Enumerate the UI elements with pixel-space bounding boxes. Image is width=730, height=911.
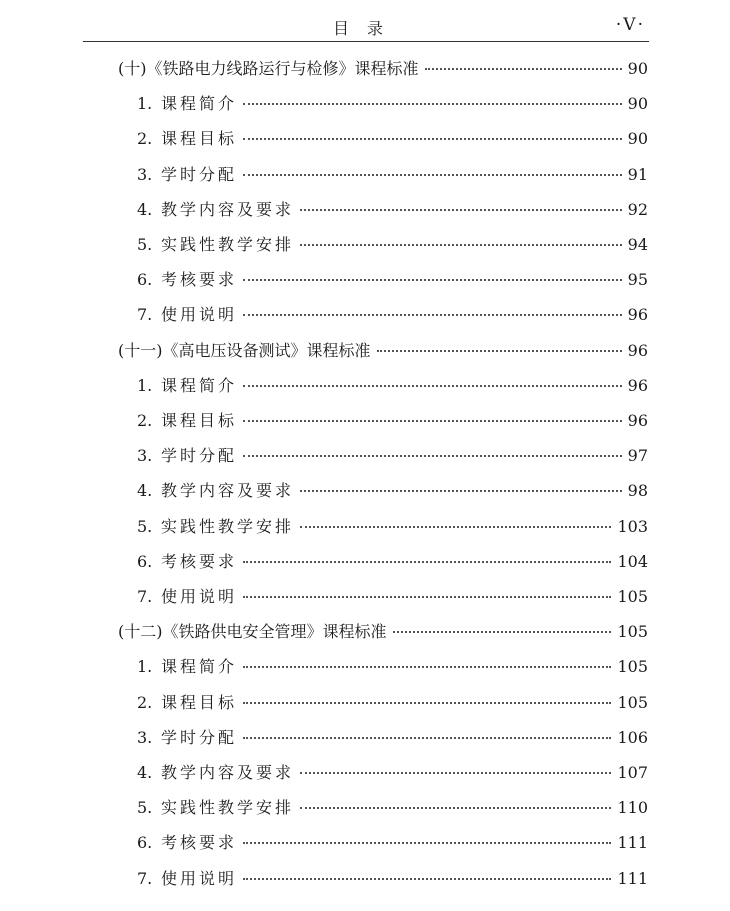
header-title: 目录 — [333, 19, 402, 38]
toc-item-entry[interactable] — [0, 478, 730, 508]
dot-leader — [377, 350, 622, 352]
toc-page-number: 95 — [627, 270, 648, 290]
toc-page-number: 98 — [627, 481, 648, 501]
toc-page-number: 105 — [617, 657, 648, 677]
toc-item-entry[interactable] — [0, 725, 730, 755]
toc-item-title: 考核要求 — [161, 551, 238, 571]
toc-item-title: 学时分配 — [161, 164, 238, 184]
dot-leader — [243, 561, 611, 563]
toc-page-number: 106 — [617, 727, 648, 747]
dot-leader — [243, 842, 611, 844]
toc-section-title: (十二)《铁路供电安全管理》课程标准 — [118, 622, 387, 642]
dot-leader — [300, 772, 611, 774]
dot-leader — [393, 631, 612, 633]
toc-item-title: 教学内容及要求 — [161, 481, 295, 501]
toc-item-title: 使用说明 — [161, 587, 238, 606]
toc-item-title: 课程简介 — [161, 375, 238, 395]
toc-item-number: 4. — [137, 481, 153, 501]
toc-section-entry[interactable] — [0, 619, 730, 649]
toc-item-title: 课程目标 — [161, 692, 238, 712]
toc-item-title: 教学内容及要求 — [161, 199, 295, 219]
dot-leader — [243, 103, 622, 105]
toc-section-title: (十一)《高电压设备测试》课程标准 — [118, 340, 371, 360]
toc-item-number: 3. — [137, 727, 153, 747]
toc-item-title: 实践性教学安排 — [161, 798, 295, 818]
toc-item-entry[interactable] — [0, 866, 730, 896]
toc-section-entry[interactable] — [0, 338, 730, 368]
toc-item-entry[interactable] — [0, 232, 730, 262]
toc-item-number: 5. — [137, 235, 153, 254]
dot-leader — [243, 420, 622, 422]
toc-item-number: 5. — [137, 516, 153, 536]
toc-item-title: 考核要求 — [161, 270, 238, 290]
toc-page-number: 94 — [627, 235, 648, 254]
toc-page-number: 96 — [627, 340, 648, 360]
dot-leader — [300, 490, 622, 492]
toc-page-number: 105 — [617, 622, 648, 642]
dot-leader — [243, 138, 622, 140]
toc-item-title: 课程简介 — [161, 657, 238, 677]
toc-page-number: 96 — [627, 375, 648, 395]
toc-item-number: 1. — [137, 375, 153, 395]
toc-page-number: 91 — [627, 164, 648, 184]
dot-leader — [243, 174, 622, 176]
dot-leader — [425, 68, 622, 70]
header-page-number: ·V· — [615, 15, 645, 35]
toc-item-title: 实践性教学安排 — [161, 516, 295, 536]
toc-item-number: 3. — [137, 446, 153, 466]
toc-item-title: 使用说明 — [161, 305, 238, 325]
toc-item-title: 学时分配 — [161, 446, 238, 466]
toc-item-number: 6. — [137, 833, 153, 853]
toc-page-number: 90 — [627, 94, 648, 114]
toc-item-entry[interactable] — [0, 584, 730, 614]
toc-page-number: 111 — [617, 868, 648, 888]
toc-item-number: 4. — [137, 763, 153, 782]
toc-item-title: 课程简介 — [161, 94, 238, 114]
toc-page-number: 105 — [617, 692, 648, 712]
toc-page-number: 103 — [617, 516, 648, 536]
toc-item-number: 7. — [137, 305, 153, 325]
toc-item-number: 1. — [137, 94, 153, 114]
toc-item-title: 教学内容及要求 — [161, 763, 295, 782]
toc-item-entry[interactable] — [0, 830, 730, 860]
toc-item-number: 2. — [137, 411, 153, 430]
toc-item-title: 课程目标 — [161, 129, 238, 149]
toc-page-number: 92 — [627, 199, 648, 219]
toc-page-number: 110 — [617, 798, 648, 818]
dot-leader — [243, 314, 622, 316]
toc-item-number: 1. — [137, 657, 153, 677]
toc-page-number: 111 — [617, 833, 648, 853]
toc-item-number: 4. — [137, 199, 153, 219]
toc-item-number: 5. — [137, 798, 153, 818]
dot-leader — [243, 596, 611, 598]
toc-page-number: 96 — [627, 305, 648, 325]
toc-section-title: (十)《铁路电力线路运行与检修》课程标准 — [118, 59, 419, 78]
toc-item-title: 学时分配 — [161, 727, 238, 747]
toc-page-number: 105 — [617, 587, 648, 606]
dot-leader — [243, 279, 622, 281]
toc-item-title: 使用说明 — [161, 868, 238, 888]
toc-item-title: 课程目标 — [161, 411, 238, 430]
toc-page-number: 104 — [617, 551, 648, 571]
header-rule — [83, 41, 649, 42]
toc-item-entry[interactable] — [0, 514, 730, 544]
toc-item-entry[interactable] — [0, 302, 730, 332]
toc-page-number: 107 — [617, 763, 648, 782]
toc-page-number: 90 — [627, 129, 648, 149]
toc-item-entry[interactable] — [0, 197, 730, 227]
toc-item-number: 2. — [137, 129, 153, 149]
dot-leader — [300, 807, 611, 809]
dot-leader — [243, 666, 611, 668]
toc-item-entry[interactable] — [0, 267, 730, 297]
running-header — [83, 14, 649, 38]
toc-item-entry[interactable] — [0, 795, 730, 825]
toc-item-number: 3. — [137, 164, 153, 184]
toc-page-number: 97 — [627, 446, 648, 466]
toc-item-entry[interactable] — [0, 408, 730, 438]
toc-item-entry[interactable] — [0, 373, 730, 403]
dot-leader — [243, 702, 611, 704]
toc-item-number: 2. — [137, 692, 153, 712]
toc-item-entry[interactable] — [0, 443, 730, 473]
toc-item-number: 6. — [137, 270, 153, 290]
toc-item-title: 考核要求 — [161, 833, 238, 853]
toc-item-entry[interactable] — [0, 690, 730, 720]
toc-item-entry[interactable] — [0, 654, 730, 684]
toc-item-entry[interactable] — [0, 549, 730, 579]
toc-item-entry[interactable] — [0, 162, 730, 192]
toc-section-entry[interactable] — [0, 56, 730, 86]
toc-item-entry[interactable] — [0, 760, 730, 790]
dot-leader — [300, 526, 611, 528]
toc-item-number: 6. — [137, 551, 153, 571]
dot-leader — [243, 385, 622, 387]
toc-page-number: 96 — [627, 411, 648, 430]
dot-leader — [300, 244, 622, 246]
toc-item-entry[interactable] — [0, 126, 730, 156]
toc-item-number: 7. — [137, 587, 153, 606]
dot-leader — [243, 878, 611, 880]
toc-page-number: 90 — [627, 59, 648, 78]
dot-leader — [243, 737, 611, 739]
dot-leader — [300, 209, 622, 211]
dot-leader — [243, 455, 622, 457]
toc-item-title: 实践性教学安排 — [161, 235, 295, 254]
toc-item-entry[interactable] — [0, 91, 730, 121]
toc-item-number: 7. — [137, 868, 153, 888]
